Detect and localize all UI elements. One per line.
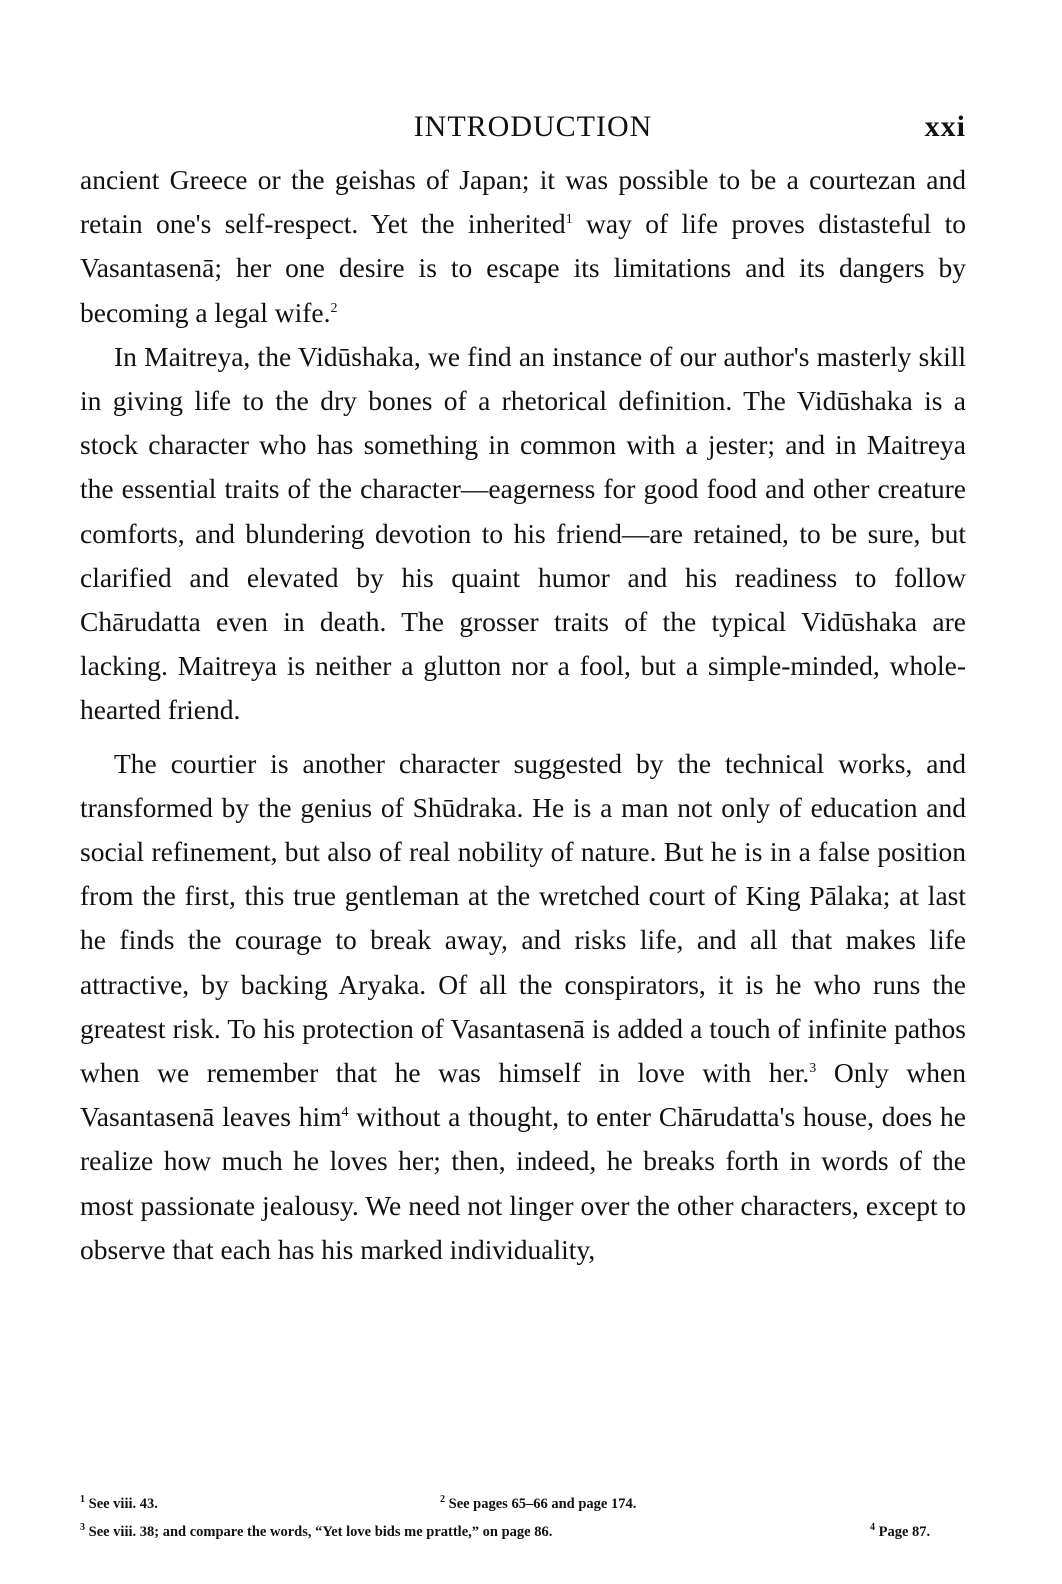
body-text xyxy=(80,158,966,1272)
footnote-4: $^4$ Page 87. xyxy=(870,1522,931,1540)
footnote-ref: 1 xyxy=(565,212,573,228)
footnote-1: $^1$ See viii. 43. xyxy=(80,1494,158,1512)
footnote-3: $^3$ See viii. 38; and compare the words, “Yet love bids me prattle,” on page 86. xyxy=(80,1522,553,1540)
footnote-row xyxy=(80,1518,966,1546)
paragraph xyxy=(80,742,966,1272)
footnote-ref: 3 xyxy=(809,1060,817,1076)
footnote-2: $^2$ See pages 65–66 and page 174. xyxy=(440,1494,637,1512)
paragraph xyxy=(80,158,966,335)
footnote-row xyxy=(80,1490,966,1518)
paragraph-text: ancient Greece or the geishas of Japan; it was possible to be a courtezan and retain one's self-respect. Yet the inherited xyxy=(80,164,966,240)
book-page xyxy=(80,110,966,1272)
paragraph xyxy=(80,335,966,733)
footnotes xyxy=(80,1490,966,1546)
paragraph-text: The courtier is another character suggested by the technical works, and transformed by the genius of Shūdraka. He is a man not only of education and social refinement, but also of real nobility of nature. But he is in a false position from the first, this true gentleman at the wretched court of King Pālaka; at last he finds the courage to break away, and risks life, and all that makes life attractive, by backing Aryaka. Of all the conspirators, it is he who runs the greatest risk. To his protection of Vasantasenā is added a touch of infinite pathos when we remember that he was himself in love with her. xyxy=(80,747,966,1089)
footnote-ref: 2 xyxy=(330,300,338,316)
paragraph-text: In Maitreya, the Vidūshaka, we find an instance of our author's masterly skill in giving life to the dry bones of a rhetorical definition. The Vidūshaka is a stock character who has something in common with a jester; and in Maitreya the essential traits of the character—eagerness for good food and other creature comforts, and blundering devotion to his friend—are retained, to be sure, but clarified and elevated by his quaint humor and his readiness to follow Chārudatta even in death. The grosser traits of the typical Vidūshaka are lacking. Maitreya is neither a glutton nor a fool, but a simple-minded, whole-hearted friend. xyxy=(80,340,966,726)
paragraph-text: Only when Vasantasenā leaves him xyxy=(80,1057,966,1133)
running-head xyxy=(80,110,966,158)
page-number: xxi xyxy=(924,110,966,143)
footnote-ref: 4 xyxy=(341,1105,349,1121)
paragraph-text: way of life proves distasteful to Vasantasenā; her one desire is to escape its limitations and its dangers by becoming a legal wife. xyxy=(80,208,967,328)
running-head-title: INTRODUCTION xyxy=(413,110,653,143)
paragraph-text: without a thought, to enter Chārudatta's house, does he realize how much he loves her; then, indeed, he breaks forth in words of the most passionate jealousy. We need not linger over the other characters, except to observe that each has his marked individuality, xyxy=(80,1101,966,1265)
